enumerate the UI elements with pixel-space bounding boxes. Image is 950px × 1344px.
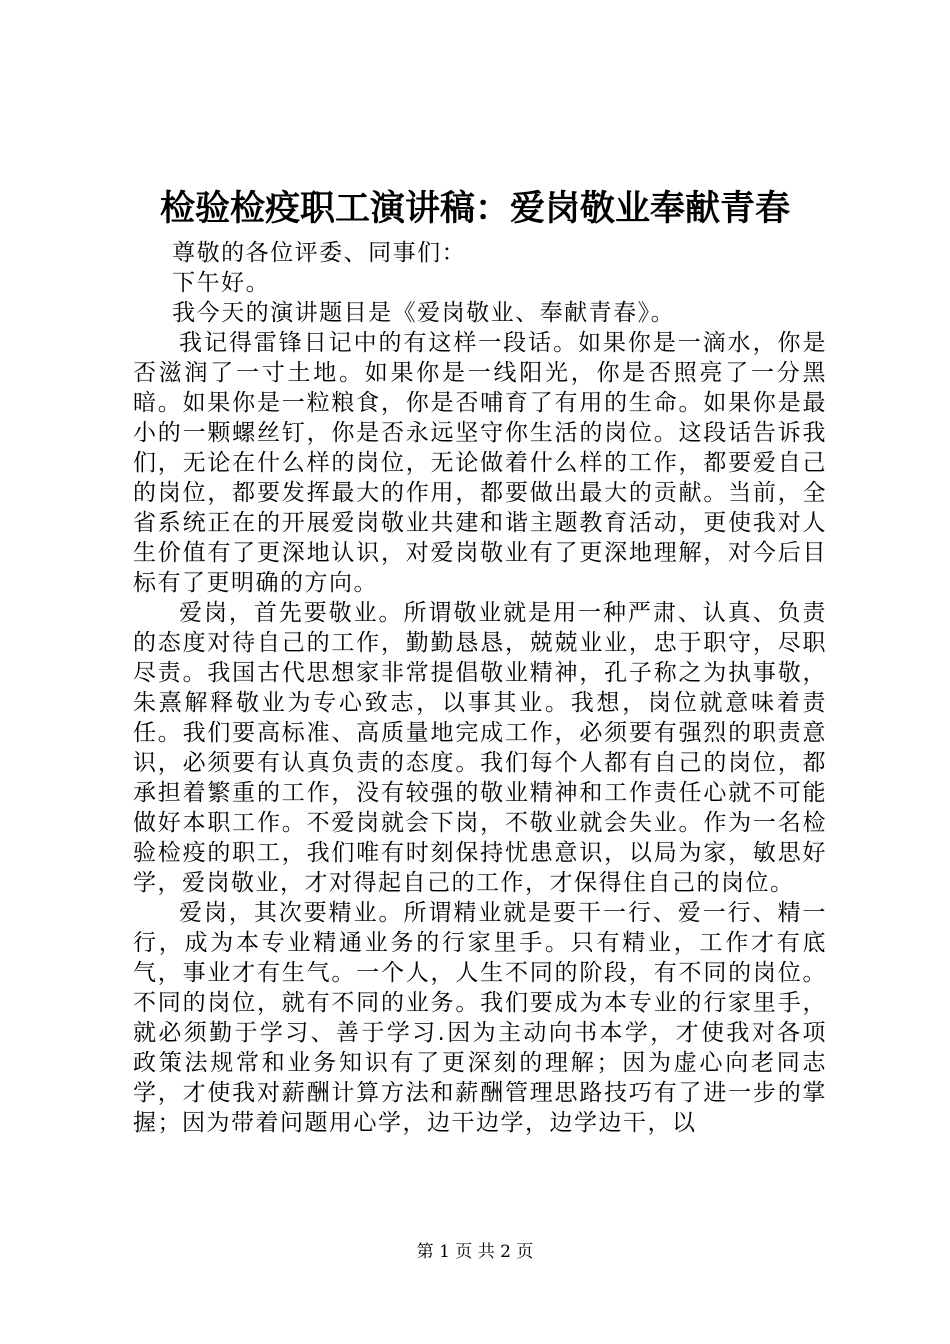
body-paragraph: 爱岗，其次要精业。所谓精业就是要干一行、爱一行、精一行，成为本专业精通业务的行家里手。只有精业，工作才有底气，事业才有生气。一个人，人生不同的阶段，有不同的岗位。不同的岗位，就有不同的业务。我们要成为本专业的行家里手，就必须勤于学习、善于学习.因为主动向书本学，才使我对各项政策法规常和业务知识有了更深刻的理解；因为虚心向老同志学，才使我对薪酬计算方法和薪酬管理思路技巧有了进一步的掌握；因为带着问题用心学，边干边学，边学边干，以 xyxy=(133,900,827,1136)
page-number-footer: 第 1 页 共 2 页 xyxy=(416,1242,534,1262)
topic-paragraph: 我今天的演讲题目是《爱岗敬业、奉献青春》。 xyxy=(172,300,676,326)
body-paragraph: 我记得雷锋日记中的有这样一段话。如果你是一滴水，你是否滋润了一寸土地。如果你是一线阳光，你是否照亮了一分黑暗。如果你是一粒粮食，你是否哺育了有用的生命。如果你是最小的一颗螺丝钉，你是否永远坚守你生活的岗位。这段话告诉我们，无论在什么样的岗位，无论做着什么样的工作，都要爱自己的岗位，都要发挥最大的作用，都要做出最大的贡献。当前，全省系统正在的开展爱岗敬业共建和谐主题教育活动，更使我对人生价值有了更深地认识，对爱岗敬业有了更深地理解，对今后目标有了更明确的方向。 xyxy=(133,330,827,596)
salutation-paragraph: 尊敬的各位评委、同事们： xyxy=(172,240,467,266)
document-body xyxy=(133,238,827,1138)
document-title: 检验检疫职工演讲稿：爱岗敬业奉献青春 xyxy=(159,188,790,229)
body-paragraph: 爱岗，首先要敬业。所谓敬业就是用一种严肃、认真、负责的态度对待自己的工作，勤勤恳恳，兢兢业业，忠于职守，尽职尽责。我国古代思想家非常提倡敬业精神，孔子称之为执事敬，朱熹解释敬业为专心致志，以事其业。我想，岗位就意味着责任。我们要高标准、高质量地完成工作，必须要有强烈的职责意识，必须要有认真负责的态度。我们每个人都有自己的岗位，都承担着繁重的工作，没有较强的敬业精神和工作责任心就不可能做好本职工作。不爱岗就会下岗，不敬业就会失业。作为一名检验检疫的职工，我们唯有时刻保持忧患意识，以局为家，敏思好学，爱岗敬业，才对得起自己的工作，才保得住自己的岗位。 xyxy=(133,600,827,896)
greeting-paragraph: 下午好。 xyxy=(172,270,271,296)
